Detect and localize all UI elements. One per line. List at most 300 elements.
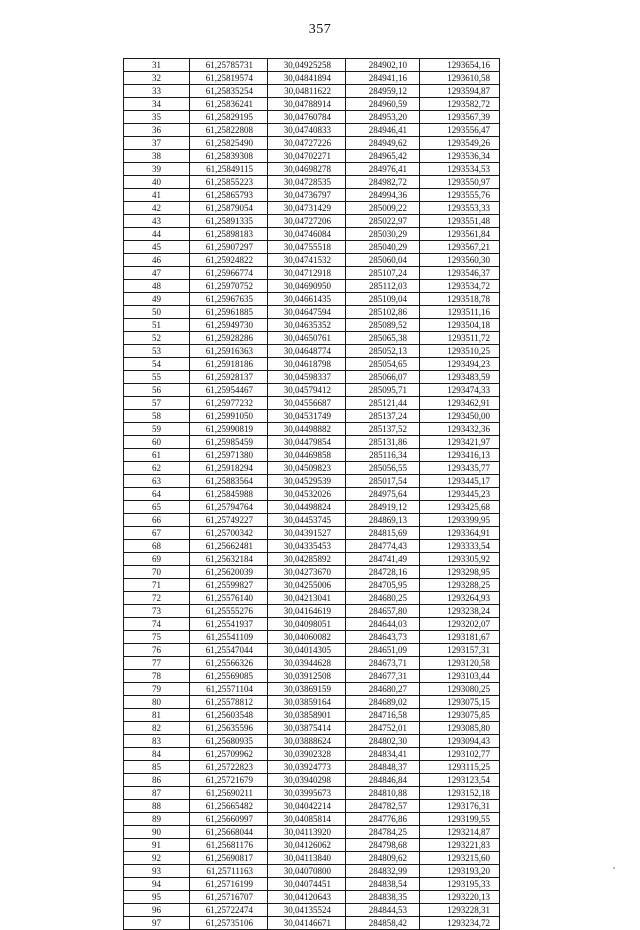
latitude-cell: 61,25721679 [190, 774, 268, 787]
y-coordinate-cell: 1293181,67 [420, 631, 500, 644]
x-coordinate-cell: 285102,86 [346, 306, 420, 319]
longitude-cell: 30,04635352 [268, 319, 346, 332]
table-row [124, 150, 500, 163]
point-number-cell: 33 [124, 85, 190, 98]
x-coordinate-cell: 284798,68 [346, 839, 420, 852]
y-coordinate-cell: 1293462,91 [420, 397, 500, 410]
x-coordinate-cell: 284774,43 [346, 540, 420, 553]
y-coordinate-cell: 1293176,31 [420, 800, 500, 813]
latitude-cell: 61,25916363 [190, 345, 268, 358]
longitude-cell: 30,03902328 [268, 748, 346, 761]
latitude-cell: 61,25967635 [190, 293, 268, 306]
point-number-cell: 77 [124, 657, 190, 670]
latitude-cell: 61,25977232 [190, 397, 268, 410]
longitude-cell: 30,04042214 [268, 800, 346, 813]
table-row [124, 709, 500, 722]
table-row [124, 345, 500, 358]
latitude-cell: 61,25825490 [190, 137, 268, 150]
point-number-cell: 96 [124, 904, 190, 917]
table-row [124, 735, 500, 748]
x-coordinate-cell: 284959,12 [346, 85, 420, 98]
point-number-cell: 76 [124, 644, 190, 657]
y-coordinate-cell: 1293534,53 [420, 163, 500, 176]
x-coordinate-cell: 285066,07 [346, 371, 420, 384]
table-row [124, 280, 500, 293]
x-coordinate-cell: 284677,31 [346, 670, 420, 683]
point-number-cell: 63 [124, 475, 190, 488]
longitude-cell: 30,04728535 [268, 176, 346, 189]
x-coordinate-cell: 284782,57 [346, 800, 420, 813]
point-number-cell: 56 [124, 384, 190, 397]
y-coordinate-cell: 1293654,16 [420, 59, 500, 72]
table-row [124, 189, 500, 202]
point-number-cell: 52 [124, 332, 190, 345]
x-coordinate-cell: 284673,71 [346, 657, 420, 670]
x-coordinate-cell: 284949,62 [346, 137, 420, 150]
y-coordinate-cell: 1293094,43 [420, 735, 500, 748]
point-number-cell: 80 [124, 696, 190, 709]
table-row [124, 202, 500, 215]
longitude-cell: 30,04690950 [268, 280, 346, 293]
longitude-cell: 30,04453745 [268, 514, 346, 527]
x-coordinate-cell: 284689,02 [346, 696, 420, 709]
latitude-cell: 61,25555276 [190, 605, 268, 618]
longitude-cell: 30,03888624 [268, 735, 346, 748]
point-number-cell: 46 [124, 254, 190, 267]
longitude-cell: 30,04074451 [268, 878, 346, 891]
y-coordinate-cell: 1293215,60 [420, 852, 500, 865]
latitude-cell: 61,25855223 [190, 176, 268, 189]
coordinates-table-body [124, 59, 500, 930]
latitude-cell: 61,25700342 [190, 527, 268, 540]
point-number-cell: 57 [124, 397, 190, 410]
x-coordinate-cell: 284838,35 [346, 891, 420, 904]
longitude-cell: 30,04741532 [268, 254, 346, 267]
latitude-cell: 61,25907297 [190, 241, 268, 254]
longitude-cell: 30,03869159 [268, 683, 346, 696]
x-coordinate-cell: 284982,72 [346, 176, 420, 189]
point-number-cell: 39 [124, 163, 190, 176]
latitude-cell: 61,25928286 [190, 332, 268, 345]
y-coordinate-cell: 1293238,24 [420, 605, 500, 618]
table-row [124, 163, 500, 176]
y-coordinate-cell: 1293157,31 [420, 644, 500, 657]
y-coordinate-cell: 1293445,17 [420, 475, 500, 488]
y-coordinate-cell: 1293221,83 [420, 839, 500, 852]
table-row [124, 267, 500, 280]
x-coordinate-cell: 284965,42 [346, 150, 420, 163]
y-coordinate-cell: 1293474,33 [420, 384, 500, 397]
latitude-cell: 61,25620039 [190, 566, 268, 579]
x-coordinate-cell: 284728,16 [346, 566, 420, 579]
longitude-cell: 30,04146671 [268, 917, 346, 930]
table-row [124, 488, 500, 501]
latitude-cell: 61,25541937 [190, 618, 268, 631]
latitude-cell: 61,25603548 [190, 709, 268, 722]
table-row [124, 579, 500, 592]
y-coordinate-cell: 1293567,21 [420, 241, 500, 254]
latitude-cell: 61,25599827 [190, 579, 268, 592]
table-row [124, 904, 500, 917]
longitude-cell: 30,03875414 [268, 722, 346, 735]
longitude-cell: 30,04285892 [268, 553, 346, 566]
longitude-cell: 30,04070800 [268, 865, 346, 878]
y-coordinate-cell: 1293333,54 [420, 540, 500, 553]
table-row [124, 657, 500, 670]
longitude-cell: 30,04273670 [268, 566, 346, 579]
table-row [124, 852, 500, 865]
latitude-cell: 61,25541109 [190, 631, 268, 644]
y-coordinate-cell: 1293228,31 [420, 904, 500, 917]
longitude-cell: 30,04135524 [268, 904, 346, 917]
point-number-cell: 62 [124, 462, 190, 475]
point-number-cell: 85 [124, 761, 190, 774]
latitude-cell: 61,25722823 [190, 761, 268, 774]
table-row [124, 566, 500, 579]
table-row [124, 800, 500, 813]
table-row [124, 683, 500, 696]
longitude-cell: 30,04727206 [268, 215, 346, 228]
point-number-cell: 44 [124, 228, 190, 241]
y-coordinate-cell: 1293364,91 [420, 527, 500, 540]
latitude-cell: 61,25735106 [190, 917, 268, 930]
longitude-cell: 30,04648774 [268, 345, 346, 358]
table-row [124, 774, 500, 787]
latitude-cell: 61,25879054 [190, 202, 268, 215]
x-coordinate-cell: 285017,54 [346, 475, 420, 488]
table-row [124, 72, 500, 85]
y-coordinate-cell: 1293305,92 [420, 553, 500, 566]
longitude-cell: 30,04650761 [268, 332, 346, 345]
point-number-cell: 34 [124, 98, 190, 111]
longitude-cell: 30,04335453 [268, 540, 346, 553]
x-coordinate-cell: 284680,27 [346, 683, 420, 696]
latitude-cell: 61,25668044 [190, 826, 268, 839]
x-coordinate-cell: 284960,59 [346, 98, 420, 111]
y-coordinate-cell: 1293421,97 [420, 436, 500, 449]
x-coordinate-cell: 285131,86 [346, 436, 420, 449]
latitude-cell: 61,25632184 [190, 553, 268, 566]
y-coordinate-cell: 1293483,59 [420, 371, 500, 384]
latitude-cell: 61,25990819 [190, 423, 268, 436]
y-coordinate-cell: 1293555,76 [420, 189, 500, 202]
table-row [124, 215, 500, 228]
table-row [124, 527, 500, 540]
y-coordinate-cell: 1293610,58 [420, 72, 500, 85]
x-coordinate-cell: 284776,86 [346, 813, 420, 826]
x-coordinate-cell: 284838,54 [346, 878, 420, 891]
latitude-cell: 61,25835254 [190, 85, 268, 98]
latitude-cell: 61,25665482 [190, 800, 268, 813]
y-coordinate-cell: 1293518,78 [420, 293, 500, 306]
y-coordinate-cell: 1293152,18 [420, 787, 500, 800]
x-coordinate-cell: 285112,03 [346, 280, 420, 293]
y-coordinate-cell: 1293399,95 [420, 514, 500, 527]
point-number-cell: 95 [124, 891, 190, 904]
table-row [124, 436, 500, 449]
y-coordinate-cell: 1293550,97 [420, 176, 500, 189]
y-coordinate-cell: 1293561,84 [420, 228, 500, 241]
latitude-cell: 61,25569085 [190, 670, 268, 683]
table-row [124, 540, 500, 553]
table-row [124, 605, 500, 618]
point-number-cell: 58 [124, 410, 190, 423]
x-coordinate-cell: 285116,34 [346, 449, 420, 462]
y-coordinate-cell: 1293511,16 [420, 306, 500, 319]
point-number-cell: 92 [124, 852, 190, 865]
y-coordinate-cell: 1293556,47 [420, 124, 500, 137]
table-row [124, 839, 500, 852]
longitude-cell: 30,03912508 [268, 670, 346, 683]
x-coordinate-cell: 284741,49 [346, 553, 420, 566]
point-number-cell: 94 [124, 878, 190, 891]
longitude-cell: 30,03995673 [268, 787, 346, 800]
page-number: 357 [308, 22, 332, 37]
latitude-cell: 61,25794764 [190, 501, 268, 514]
point-number-cell: 87 [124, 787, 190, 800]
y-coordinate-cell: 1293536,34 [420, 150, 500, 163]
y-coordinate-cell: 1293567,39 [420, 111, 500, 124]
y-coordinate-cell: 1293582,72 [420, 98, 500, 111]
latitude-cell: 61,25566326 [190, 657, 268, 670]
point-number-cell: 83 [124, 735, 190, 748]
table-row [124, 124, 500, 137]
longitude-cell: 30,03858901 [268, 709, 346, 722]
point-number-cell: 35 [124, 111, 190, 124]
x-coordinate-cell: 285107,24 [346, 267, 420, 280]
x-coordinate-cell: 285109,04 [346, 293, 420, 306]
longitude-cell: 30,04469858 [268, 449, 346, 462]
longitude-cell: 30,04531749 [268, 410, 346, 423]
point-number-cell: 50 [124, 306, 190, 319]
longitude-cell: 30,03944628 [268, 657, 346, 670]
x-coordinate-cell: 284869,13 [346, 514, 420, 527]
table-row [124, 514, 500, 527]
table-row [124, 306, 500, 319]
y-coordinate-cell: 1293195,33 [420, 878, 500, 891]
longitude-cell: 30,04712918 [268, 267, 346, 280]
x-coordinate-cell: 285009,22 [346, 202, 420, 215]
latitude-cell: 61,25690211 [190, 787, 268, 800]
x-coordinate-cell: 284716,58 [346, 709, 420, 722]
longitude-cell: 30,04532026 [268, 488, 346, 501]
latitude-cell: 61,25576140 [190, 592, 268, 605]
table-row [124, 813, 500, 826]
longitude-cell: 30,04060082 [268, 631, 346, 644]
longitude-cell: 30,04255006 [268, 579, 346, 592]
point-number-cell: 48 [124, 280, 190, 293]
latitude-cell: 61,25971380 [190, 449, 268, 462]
table-row [124, 891, 500, 904]
latitude-cell: 61,25928137 [190, 371, 268, 384]
latitude-cell: 61,25845988 [190, 488, 268, 501]
table-row [124, 553, 500, 566]
table-row [124, 111, 500, 124]
point-number-cell: 86 [124, 774, 190, 787]
point-number-cell: 64 [124, 488, 190, 501]
latitude-cell: 61,25662481 [190, 540, 268, 553]
longitude-cell: 30,04727226 [268, 137, 346, 150]
x-coordinate-cell: 284941,16 [346, 72, 420, 85]
longitude-cell: 30,04014305 [268, 644, 346, 657]
point-number-cell: 47 [124, 267, 190, 280]
table-row [124, 592, 500, 605]
table-row [124, 228, 500, 241]
point-number-cell: 70 [124, 566, 190, 579]
latitude-cell: 61,25819574 [190, 72, 268, 85]
latitude-cell: 61,25571104 [190, 683, 268, 696]
y-coordinate-cell: 1293102,77 [420, 748, 500, 761]
point-number-cell: 55 [124, 371, 190, 384]
longitude-cell: 30,04746084 [268, 228, 346, 241]
latitude-cell: 61,25891335 [190, 215, 268, 228]
point-number-cell: 67 [124, 527, 190, 540]
table-row [124, 98, 500, 111]
longitude-cell: 30,04788914 [268, 98, 346, 111]
point-number-cell: 49 [124, 293, 190, 306]
point-number-cell: 91 [124, 839, 190, 852]
longitude-cell: 30,04736797 [268, 189, 346, 202]
y-coordinate-cell: 1293288,25 [420, 579, 500, 592]
point-number-cell: 36 [124, 124, 190, 137]
point-number-cell: 75 [124, 631, 190, 644]
latitude-cell: 61,25749227 [190, 514, 268, 527]
latitude-cell: 61,25865793 [190, 189, 268, 202]
longitude-cell: 30,04661435 [268, 293, 346, 306]
latitude-cell: 61,25949730 [190, 319, 268, 332]
x-coordinate-cell: 284976,41 [346, 163, 420, 176]
table-row [124, 358, 500, 371]
x-coordinate-cell: 285022,97 [346, 215, 420, 228]
latitude-cell: 61,25578812 [190, 696, 268, 709]
y-coordinate-cell: 1293534,72 [420, 280, 500, 293]
latitude-cell: 61,25954467 [190, 384, 268, 397]
latitude-cell: 61,25722474 [190, 904, 268, 917]
point-number-cell: 73 [124, 605, 190, 618]
y-coordinate-cell: 1293234,72 [420, 917, 500, 930]
longitude-cell: 30,04164619 [268, 605, 346, 618]
y-coordinate-cell: 1293120,58 [420, 657, 500, 670]
latitude-cell: 61,25822808 [190, 124, 268, 137]
point-number-cell: 40 [124, 176, 190, 189]
latitude-cell: 61,25660997 [190, 813, 268, 826]
x-coordinate-cell: 284815,69 [346, 527, 420, 540]
y-coordinate-cell: 1293220,13 [420, 891, 500, 904]
x-coordinate-cell: 284953,20 [346, 111, 420, 124]
latitude-cell: 61,25716707 [190, 891, 268, 904]
latitude-cell: 61,25711163 [190, 865, 268, 878]
x-coordinate-cell: 284644,03 [346, 618, 420, 631]
x-coordinate-cell: 285137,24 [346, 410, 420, 423]
x-coordinate-cell: 284809,62 [346, 852, 420, 865]
table-row [124, 696, 500, 709]
y-coordinate-cell: 1293450,00 [420, 410, 500, 423]
x-coordinate-cell: 284946,41 [346, 124, 420, 137]
point-number-cell: 43 [124, 215, 190, 228]
y-coordinate-cell: 1293075,15 [420, 696, 500, 709]
point-number-cell: 31 [124, 59, 190, 72]
point-number-cell: 81 [124, 709, 190, 722]
point-number-cell: 37 [124, 137, 190, 150]
longitude-cell: 30,04120643 [268, 891, 346, 904]
longitude-cell: 30,04391527 [268, 527, 346, 540]
x-coordinate-cell: 285121,44 [346, 397, 420, 410]
x-coordinate-cell: 284802,30 [346, 735, 420, 748]
y-coordinate-cell: 1293560,30 [420, 254, 500, 267]
latitude-cell: 61,25709962 [190, 748, 268, 761]
y-coordinate-cell: 1293202,07 [420, 618, 500, 631]
x-coordinate-cell: 285137,52 [346, 423, 420, 436]
point-number-cell: 54 [124, 358, 190, 371]
latitude-cell: 61,25839308 [190, 150, 268, 163]
y-coordinate-cell: 1293075,85 [420, 709, 500, 722]
table-row [124, 293, 500, 306]
latitude-cell: 61,25716199 [190, 878, 268, 891]
longitude-cell: 30,04498882 [268, 423, 346, 436]
table-row [124, 670, 500, 683]
x-coordinate-cell: 285095,71 [346, 384, 420, 397]
longitude-cell: 30,04113840 [268, 852, 346, 865]
x-coordinate-cell: 284846,84 [346, 774, 420, 787]
latitude-cell: 61,25785731 [190, 59, 268, 72]
table-row [124, 618, 500, 631]
longitude-cell: 30,04702271 [268, 150, 346, 163]
latitude-cell: 61,25991050 [190, 410, 268, 423]
latitude-cell: 61,25883564 [190, 475, 268, 488]
longitude-cell: 30,04479854 [268, 436, 346, 449]
y-coordinate-cell: 1293416,13 [420, 449, 500, 462]
y-coordinate-cell: 1293510,25 [420, 345, 500, 358]
y-coordinate-cell: 1293549,26 [420, 137, 500, 150]
table-row [124, 410, 500, 423]
longitude-cell: 30,04126062 [268, 839, 346, 852]
y-coordinate-cell: 1293214,87 [420, 826, 500, 839]
table-row [124, 371, 500, 384]
point-number-cell: 51 [124, 319, 190, 332]
point-number-cell: 72 [124, 592, 190, 605]
latitude-cell: 61,25635596 [190, 722, 268, 735]
longitude-cell: 30,04579412 [268, 384, 346, 397]
longitude-cell: 30,04760784 [268, 111, 346, 124]
longitude-cell: 30,04811622 [268, 85, 346, 98]
table-row [124, 85, 500, 98]
table-row [124, 787, 500, 800]
table-row [124, 748, 500, 761]
table-row [124, 722, 500, 735]
table-row [124, 917, 500, 930]
point-number-cell: 71 [124, 579, 190, 592]
longitude-cell: 30,04698278 [268, 163, 346, 176]
longitude-cell: 30,04498824 [268, 501, 346, 514]
point-number-cell: 90 [124, 826, 190, 839]
longitude-cell: 30,04740833 [268, 124, 346, 137]
x-coordinate-cell: 285056,55 [346, 462, 420, 475]
table-row [124, 241, 500, 254]
x-coordinate-cell: 284651,09 [346, 644, 420, 657]
longitude-cell: 30,04618798 [268, 358, 346, 371]
x-coordinate-cell: 284810,88 [346, 787, 420, 800]
latitude-cell: 61,25961885 [190, 306, 268, 319]
longitude-cell: 30,04529539 [268, 475, 346, 488]
y-coordinate-cell: 1293085,80 [420, 722, 500, 735]
table-row [124, 826, 500, 839]
x-coordinate-cell: 284705,95 [346, 579, 420, 592]
table-row [124, 761, 500, 774]
x-coordinate-cell: 285052,13 [346, 345, 420, 358]
y-coordinate-cell: 1293080,25 [420, 683, 500, 696]
table-row [124, 631, 500, 644]
y-coordinate-cell: 1293594,87 [420, 85, 500, 98]
